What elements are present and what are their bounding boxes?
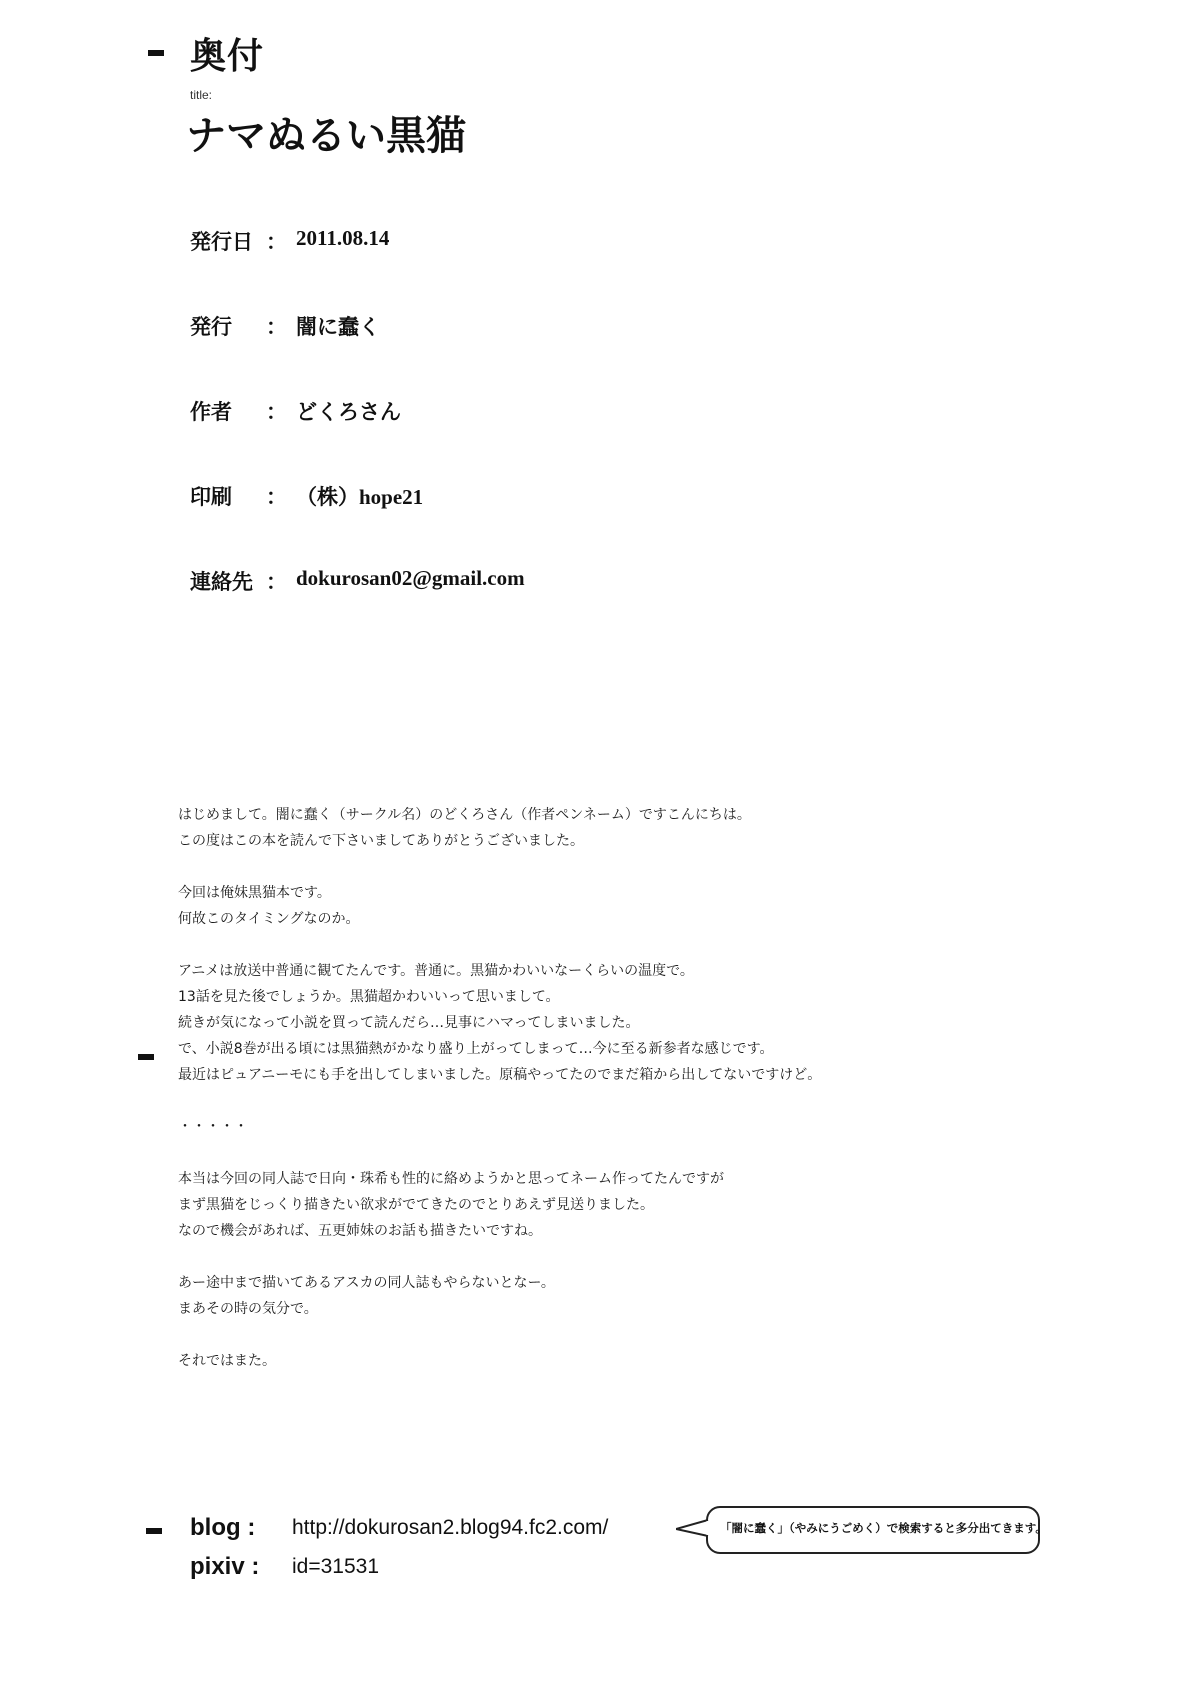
message-ellipsis: ・・・・・ [178, 1119, 248, 1135]
colophon-colon: ： [266, 230, 287, 254]
message-gap [178, 1322, 1158, 1348]
colophon-label: 発行 [190, 315, 232, 339]
message-line: 続きが気になって小説を買って読んだら…見事にハマってしまいました。 [178, 1015, 640, 1031]
message-gap [178, 1140, 1158, 1166]
pixiv-id: id=31531 [292, 1555, 380, 1578]
colophon-value: 2011.08.14 [296, 226, 390, 250]
bubble-text: 「闇に蠢く」（やみにうごめく）で検索すると多分出てきます。 [720, 1521, 1047, 1535]
message-gap [178, 1088, 1158, 1114]
contact-email[interactable]: dokurosan02@gmail.com [296, 566, 525, 590]
message-line: 最近はピュアニーモにも手を出してしまいました。原稿やってたのでまだ箱から出してないですけど。 [178, 1067, 822, 1083]
message-line: 今回は俺妹黒猫本です。 [178, 885, 331, 901]
message-line: アニメは放送中普通に観てたんです。普通に。黒猫かわいいなーくらいの温度で。 [178, 963, 694, 979]
colophon-colon: ： [266, 570, 287, 594]
message-line: それではまた。 [178, 1353, 276, 1369]
colophon-colon: ： [266, 485, 287, 509]
message-line: まあその時の気分で。 [178, 1301, 318, 1317]
colophon-value: どくろさん [296, 400, 401, 424]
message-line: で、小説8巻が出る頃には黒猫熱がかなり盛り上がってしまって…今に至る新参者な感じです。 [178, 1041, 774, 1057]
message-line: なので機会があれば、五更姉妹のお話も描きたいですね。 [178, 1223, 542, 1239]
message-gap [178, 1244, 1158, 1270]
message-line: 何故このタイミングなのか。 [178, 911, 360, 927]
main-title: ナマぬるい黒猫 [186, 113, 466, 159]
title-label: title: [190, 88, 213, 102]
colophon-label: 発行日 [190, 230, 253, 254]
colophon-value: （株）hope21 [296, 485, 424, 509]
colophon-colon: ： [266, 400, 287, 424]
colophon-label: 印刷 [190, 485, 232, 509]
afterword-message [178, 802, 1158, 1374]
message-line: 本当は今回の同人誌で日向・珠希も性的に絡めようかと思ってネーム作ってたんですが [178, 1171, 724, 1187]
blog-url-link[interactable]: http://dokurosan2.blog94.fc2.com/ [292, 1516, 609, 1539]
header-dash-mark [148, 50, 164, 56]
pixiv-label: pixiv : [190, 1553, 260, 1580]
colophon-label: 連絡先 [190, 570, 253, 594]
blog-label: blog : [190, 1514, 256, 1541]
links-dash-mark [146, 1528, 162, 1534]
message-line: あー途中まで描いてあるアスカの同人誌もやらないとなー。 [178, 1275, 555, 1291]
message-dash-mark [138, 1054, 154, 1060]
message-gap [178, 932, 1158, 958]
message-line: はじめまして。闇に蠢く（サークル名）のどくろさん（作者ペンネーム）ですこんにちは。 [178, 807, 751, 823]
message-line: 13話を見た後でしょうか。黒猫超かわいいって思いまして。 [178, 989, 560, 1005]
message-gap [178, 854, 1158, 880]
message-line: この度はこの本を読んで下さいましてありがとうございました。 [178, 833, 584, 849]
colophon-value: 闇に蠢く [296, 315, 380, 339]
colophon-label: 作者 [190, 400, 232, 424]
colophon-colon: ： [266, 315, 287, 339]
section-title: 奥付 [190, 36, 265, 77]
message-line: まず黒猫をじっくり描きたい欲求がでてきたのでとりあえず見送りました。 [178, 1197, 654, 1213]
search-hint-bubble [676, 1506, 1047, 1558]
bubble-tail [676, 1506, 716, 1558]
